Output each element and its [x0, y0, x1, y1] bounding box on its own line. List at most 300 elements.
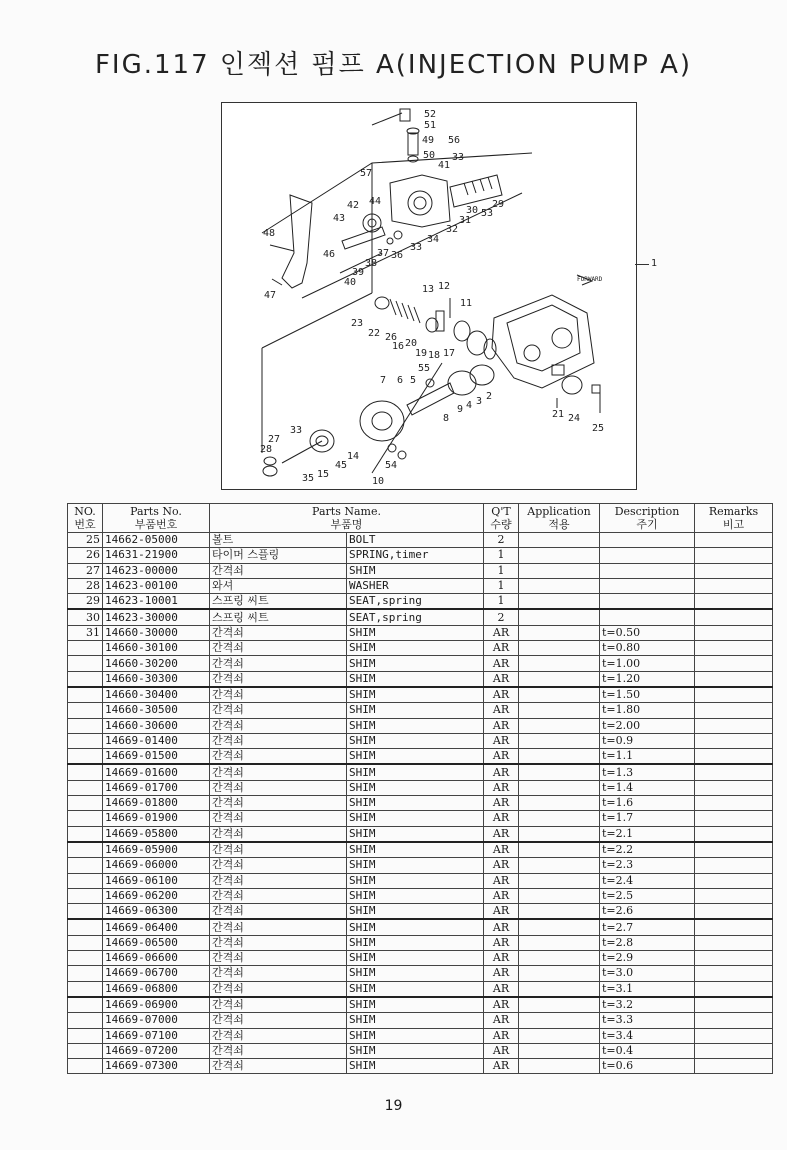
cell-application — [519, 594, 600, 610]
cell-name-ko: 간격쇠 — [210, 904, 347, 920]
cell-qty: AR — [484, 656, 519, 671]
cell-description: t=2.3 — [600, 858, 695, 873]
cell-name-ko: 간격쇠 — [210, 563, 347, 578]
cell-name-ko: 간격쇠 — [210, 641, 347, 656]
cell-description: t=2.1 — [600, 826, 695, 842]
cell-qty: AR — [484, 687, 519, 703]
cell-qty: AR — [484, 625, 519, 640]
cell-remarks — [695, 1059, 773, 1074]
ref-label: 12 — [438, 281, 451, 292]
table-row — [68, 997, 773, 1013]
cell-application — [519, 842, 600, 858]
page-number: 19 — [384, 1098, 403, 1114]
table-row — [68, 764, 773, 780]
table-row — [68, 981, 773, 997]
cell-description: t=2.6 — [600, 904, 695, 920]
ref-label: 27 — [268, 434, 281, 445]
cell-name-ko: 간격쇠 — [210, 919, 347, 935]
ref-label: 57 — [360, 168, 373, 179]
cell-name-ko: 간격쇠 — [210, 1059, 347, 1074]
cell-application — [519, 625, 600, 640]
cell-description: t=3.1 — [600, 981, 695, 997]
cell-no — [68, 826, 103, 842]
cell-application — [519, 858, 600, 873]
cell-application — [519, 1028, 600, 1043]
cell-description: t=1.4 — [600, 780, 695, 795]
col-header-part-name — [210, 504, 484, 533]
cell-name-en: SHIM — [347, 811, 484, 826]
cell-part-no: 14669-07000 — [103, 1013, 210, 1028]
cell-no — [68, 858, 103, 873]
cell-part-no: 14669-05900 — [103, 842, 210, 858]
cell-no — [68, 888, 103, 903]
table-row — [68, 533, 773, 548]
cell-no — [68, 842, 103, 858]
cell-remarks — [695, 1013, 773, 1028]
table-row — [68, 671, 773, 687]
table-row — [68, 749, 773, 765]
cell-part-no: 14669-06500 — [103, 935, 210, 950]
cell-qty: AR — [484, 764, 519, 780]
cell-name-en: SHIM — [347, 718, 484, 733]
header-ko: 비고 — [722, 518, 745, 531]
cell-application — [519, 966, 600, 981]
cell-qty: AR — [484, 1043, 519, 1058]
ref-label: 55 — [418, 363, 431, 374]
cell-part-no: 14669-06100 — [103, 873, 210, 888]
cell-application — [519, 578, 600, 593]
ref-label: 33 — [410, 242, 423, 253]
cell-qty: AR — [484, 733, 519, 748]
table-row — [68, 609, 773, 625]
table-row — [68, 1028, 773, 1043]
cell-name-en: SHIM — [347, 904, 484, 920]
cell-no — [68, 1013, 103, 1028]
ref-label: 33 — [290, 425, 303, 436]
table-row — [68, 966, 773, 981]
table-header-row — [68, 504, 773, 533]
cell-remarks — [695, 873, 773, 888]
cell-qty: AR — [484, 951, 519, 966]
ref-label: 9 — [457, 404, 464, 415]
cell-name-ko: 간격쇠 — [210, 718, 347, 733]
ref-label: 2 — [486, 391, 493, 402]
cell-description: t=2.4 — [600, 873, 695, 888]
cell-no: 27 — [68, 563, 103, 578]
cell-application — [519, 904, 600, 920]
ref-label: 36 — [391, 250, 404, 261]
header-en: Remarks — [708, 505, 759, 518]
table-row — [68, 780, 773, 795]
cell-name-en: SHIM — [347, 1028, 484, 1043]
cell-description: t=3.2 — [600, 997, 695, 1013]
cell-application — [519, 780, 600, 795]
cell-part-no: 14669-06400 — [103, 919, 210, 935]
table-row — [68, 1043, 773, 1058]
ref-label: 29 — [492, 199, 505, 210]
col-header-application — [519, 504, 600, 533]
cell-remarks — [695, 1028, 773, 1043]
cell-no — [68, 904, 103, 920]
table-row — [68, 826, 773, 842]
cell-name-ko: 간격쇠 — [210, 888, 347, 903]
cell-part-no: 14660-30500 — [103, 703, 210, 718]
ref-label: 13 — [422, 284, 435, 295]
cell-remarks — [695, 578, 773, 593]
cell-no: 25 — [68, 533, 103, 548]
cell-remarks — [695, 904, 773, 920]
cell-application — [519, 609, 600, 625]
cell-no — [68, 1043, 103, 1058]
cell-name-ko: 간격쇠 — [210, 842, 347, 858]
cell-part-no: 14660-30200 — [103, 656, 210, 671]
cell-application — [519, 703, 600, 718]
cell-qty: AR — [484, 935, 519, 950]
cell-name-ko: 간격쇠 — [210, 625, 347, 640]
ref-label: 42 — [347, 200, 360, 211]
cell-description: t=0.80 — [600, 641, 695, 656]
ref-label: 18 — [428, 350, 441, 361]
cell-no — [68, 656, 103, 671]
cell-part-no: 14669-07200 — [103, 1043, 210, 1058]
cell-no — [68, 951, 103, 966]
cell-application — [519, 764, 600, 780]
cell-name-en: SEAT,spring — [347, 594, 484, 610]
cell-no — [68, 811, 103, 826]
cell-no — [68, 935, 103, 950]
cell-name-en: SPRING,timer — [347, 548, 484, 563]
header-en: Parts No. — [130, 505, 182, 518]
cell-name-ko: 간격쇠 — [210, 826, 347, 842]
table-row — [68, 935, 773, 950]
cell-part-no: 14623-30000 — [103, 609, 210, 625]
header-en: Description — [614, 505, 680, 518]
cell-qty: AR — [484, 1059, 519, 1074]
cell-qty: AR — [484, 1013, 519, 1028]
cell-name-ko: 와셔 — [210, 578, 347, 593]
cell-application — [519, 873, 600, 888]
cell-name-en: SHIM — [347, 1059, 484, 1074]
cell-no — [68, 749, 103, 765]
ref-label: 34 — [427, 234, 440, 245]
header-en: Parts Name. — [312, 505, 381, 518]
cell-remarks — [695, 594, 773, 610]
table-row — [68, 811, 773, 826]
cell-name-ko: 간격쇠 — [210, 733, 347, 748]
ref-label: 44 — [369, 196, 382, 207]
cell-name-ko: 간격쇠 — [210, 796, 347, 811]
ref-label: 4 — [466, 400, 473, 411]
ref-label: 21 — [552, 409, 565, 420]
cell-name-ko: 간격쇠 — [210, 671, 347, 687]
cell-description: t=2.5 — [600, 888, 695, 903]
cell-name-en: SHIM — [347, 749, 484, 765]
ref-leader-line — [635, 264, 649, 265]
header-ko: 수량 — [490, 518, 512, 531]
header-ko: 부품번호 — [134, 518, 178, 531]
cell-remarks — [695, 997, 773, 1013]
ref-label: 22 — [368, 328, 381, 339]
cell-description: t=0.9 — [600, 733, 695, 748]
cell-name-ko: 간격쇠 — [210, 858, 347, 873]
cell-description: t=1.80 — [600, 703, 695, 718]
cell-part-no: 14669-06300 — [103, 904, 210, 920]
cell-qty: 2 — [484, 609, 519, 625]
cell-part-no: 14669-01800 — [103, 796, 210, 811]
cell-qty: AR — [484, 780, 519, 795]
header-ko: 적용 — [548, 518, 570, 531]
cell-part-no: 14631-21900 — [103, 548, 210, 563]
cell-name-en: SHIM — [347, 796, 484, 811]
cell-remarks — [695, 842, 773, 858]
cell-part-no: 14660-30300 — [103, 671, 210, 687]
cell-description: t=2.2 — [600, 842, 695, 858]
cell-application — [519, 811, 600, 826]
cell-application — [519, 687, 600, 703]
cell-name-ko: 간격쇠 — [210, 981, 347, 997]
cell-name-en: SHIM — [347, 764, 484, 780]
table-row — [68, 951, 773, 966]
ref-label: 20 — [405, 338, 418, 349]
cell-no — [68, 718, 103, 733]
cell-remarks — [695, 1043, 773, 1058]
cell-no — [68, 919, 103, 935]
cell-qty: AR — [484, 966, 519, 981]
cell-description: t=1.6 — [600, 796, 695, 811]
ref-label: 41 — [438, 160, 451, 171]
cell-name-en: SHIM — [347, 625, 484, 640]
ref-label: 46 — [323, 249, 336, 260]
cell-qty: AR — [484, 703, 519, 718]
ref-label: 23 — [351, 318, 364, 329]
cell-remarks — [695, 966, 773, 981]
cell-name-en: SHIM — [347, 703, 484, 718]
cell-name-ko: 간격쇠 — [210, 780, 347, 795]
cell-remarks — [695, 780, 773, 795]
header-ko: 주기 — [636, 518, 658, 531]
cell-no — [68, 641, 103, 656]
cell-name-ko: 간격쇠 — [210, 1013, 347, 1028]
cell-name-ko: 간격쇠 — [210, 656, 347, 671]
cell-application — [519, 796, 600, 811]
cell-description: t=1.00 — [600, 656, 695, 671]
ref-label: 26 — [385, 332, 398, 343]
cell-name-ko: 간격쇠 — [210, 749, 347, 765]
cell-part-no: 14623-00100 — [103, 578, 210, 593]
cell-remarks — [695, 733, 773, 748]
cell-part-no: 14623-00000 — [103, 563, 210, 578]
cell-qty: AR — [484, 1028, 519, 1043]
cell-no — [68, 873, 103, 888]
cell-description: t=2.7 — [600, 919, 695, 935]
ref-label: 19 — [415, 348, 428, 359]
cell-name-ko: 타이머 스플링 — [210, 548, 347, 563]
cell-remarks — [695, 935, 773, 950]
table-row — [68, 703, 773, 718]
cell-qty: AR — [484, 842, 519, 858]
cell-no: 29 — [68, 594, 103, 610]
cell-remarks — [695, 749, 773, 765]
ref-label: 38 — [365, 258, 378, 269]
ref-label: 16 — [392, 341, 405, 352]
ref-label: 51 — [424, 120, 437, 131]
cell-application — [519, 935, 600, 950]
cell-qty: AR — [484, 888, 519, 903]
col-header-part-no — [103, 504, 210, 533]
cell-remarks — [695, 563, 773, 578]
cell-description — [600, 563, 695, 578]
cell-application — [519, 981, 600, 997]
cell-name-ko: 간격쇠 — [210, 966, 347, 981]
cell-name-ko: 간격쇠 — [210, 703, 347, 718]
ref-label: 56 — [448, 135, 461, 146]
cell-no: 26 — [68, 548, 103, 563]
ref-label: 7 — [380, 375, 387, 386]
cell-remarks — [695, 625, 773, 640]
cell-name-en: SHIM — [347, 966, 484, 981]
cell-qty: AR — [484, 641, 519, 656]
ref-label: 43 — [333, 213, 346, 224]
cell-name-en: SHIM — [347, 780, 484, 795]
cell-description: t=0.4 — [600, 1043, 695, 1058]
cell-name-ko: 스프링 씨트 — [210, 594, 347, 610]
ref-label: 37 — [377, 248, 390, 259]
ref-label: 17 — [443, 348, 456, 359]
cell-description: t=1.20 — [600, 671, 695, 687]
cell-name-ko: 스프링 씨트 — [210, 609, 347, 625]
cell-part-no: 14660-30000 — [103, 625, 210, 640]
cell-name-ko: 간격쇠 — [210, 997, 347, 1013]
cell-no — [68, 796, 103, 811]
cell-name-ko: 간격쇠 — [210, 811, 347, 826]
cell-name-en: SHIM — [347, 826, 484, 842]
table-row — [68, 842, 773, 858]
cell-description: t=3.4 — [600, 1028, 695, 1043]
cell-description: t=1.3 — [600, 764, 695, 780]
cell-qty: AR — [484, 981, 519, 997]
col-header-remarks — [695, 504, 773, 533]
cell-qty: AR — [484, 858, 519, 873]
ref-label: 39 — [352, 267, 365, 278]
ref-label: 3 — [476, 396, 483, 407]
table-row — [68, 641, 773, 656]
cell-name-ko: 간격쇠 — [210, 951, 347, 966]
ref-label: 1 — [651, 258, 658, 269]
ref-label: 10 — [372, 476, 385, 487]
cell-name-en: SHIM — [347, 563, 484, 578]
cell-name-ko: 간격쇠 — [210, 687, 347, 703]
cell-name-en: SHIM — [347, 671, 484, 687]
cell-part-no: 14660-30400 — [103, 687, 210, 703]
cell-part-no: 14669-07100 — [103, 1028, 210, 1043]
cell-description: t=3.3 — [600, 1013, 695, 1028]
cell-no — [68, 981, 103, 997]
cell-part-no: 14669-06600 — [103, 951, 210, 966]
cell-remarks — [695, 671, 773, 687]
table-row — [68, 796, 773, 811]
cell-no — [68, 966, 103, 981]
cell-no: 28 — [68, 578, 103, 593]
ref-label: 14 — [347, 451, 360, 462]
cell-qty: AR — [484, 919, 519, 935]
cell-qty: AR — [484, 811, 519, 826]
cell-description — [600, 533, 695, 548]
cell-qty: 1 — [484, 578, 519, 593]
cell-application — [519, 997, 600, 1013]
cell-name-ko: 간격쇠 — [210, 1028, 347, 1043]
cell-name-en: SHIM — [347, 1013, 484, 1028]
ref-label: 32 — [446, 224, 459, 235]
cell-no — [68, 1059, 103, 1074]
header-en: Q'T — [491, 505, 511, 518]
cell-name-en: SHIM — [347, 981, 484, 997]
cell-description: t=2.9 — [600, 951, 695, 966]
cell-name-ko: 간격쇠 — [210, 935, 347, 950]
col-header-description — [600, 504, 695, 533]
cell-part-no: 14669-06700 — [103, 966, 210, 981]
cell-qty: 1 — [484, 563, 519, 578]
cell-description: t=2.00 — [600, 718, 695, 733]
cell-name-en: SHIM — [347, 919, 484, 935]
header-ko: 번호 — [74, 518, 96, 531]
cell-description — [600, 609, 695, 625]
cell-part-no: 14669-07300 — [103, 1059, 210, 1074]
cell-name-en: SHIM — [347, 997, 484, 1013]
col-header-no — [68, 504, 103, 533]
cell-remarks — [695, 533, 773, 548]
cell-remarks — [695, 919, 773, 935]
cell-remarks — [695, 703, 773, 718]
cell-application — [519, 641, 600, 656]
cell-remarks — [695, 548, 773, 563]
cell-part-no: 14669-01500 — [103, 749, 210, 765]
cell-description: t=1.1 — [600, 749, 695, 765]
cell-qty: 1 — [484, 548, 519, 563]
cell-name-ko: 간격쇠 — [210, 873, 347, 888]
cell-no — [68, 1028, 103, 1043]
ref-label: 52 — [424, 109, 437, 120]
cell-part-no: 14623-10001 — [103, 594, 210, 610]
cell-qty: AR — [484, 826, 519, 842]
cell-qty: 2 — [484, 533, 519, 548]
parts-table — [67, 503, 773, 1074]
cell-application — [519, 888, 600, 903]
cell-part-no: 14669-01600 — [103, 764, 210, 780]
cell-description: t=0.6 — [600, 1059, 695, 1074]
cell-remarks — [695, 764, 773, 780]
cell-name-en: SHIM — [347, 951, 484, 966]
cell-application — [519, 951, 600, 966]
cell-part-no: 14660-30100 — [103, 641, 210, 656]
cell-remarks — [695, 951, 773, 966]
cell-part-no: 14660-30600 — [103, 718, 210, 733]
cell-qty: AR — [484, 718, 519, 733]
cell-part-no: 14662-05000 — [103, 533, 210, 548]
table-row — [68, 873, 773, 888]
cell-name-en: WASHER — [347, 578, 484, 593]
cell-part-no: 14669-01700 — [103, 780, 210, 795]
cell-name-en: SHIM — [347, 888, 484, 903]
header-en: NO. — [74, 505, 96, 518]
cell-name-en: SHIM — [347, 935, 484, 950]
table-row — [68, 625, 773, 640]
ref-label: 30 — [466, 205, 479, 216]
table-row — [68, 858, 773, 873]
header-ko: 부품명 — [330, 518, 363, 531]
cell-remarks — [695, 826, 773, 842]
cell-description: t=0.50 — [600, 625, 695, 640]
ref-label: 25 — [592, 423, 605, 434]
